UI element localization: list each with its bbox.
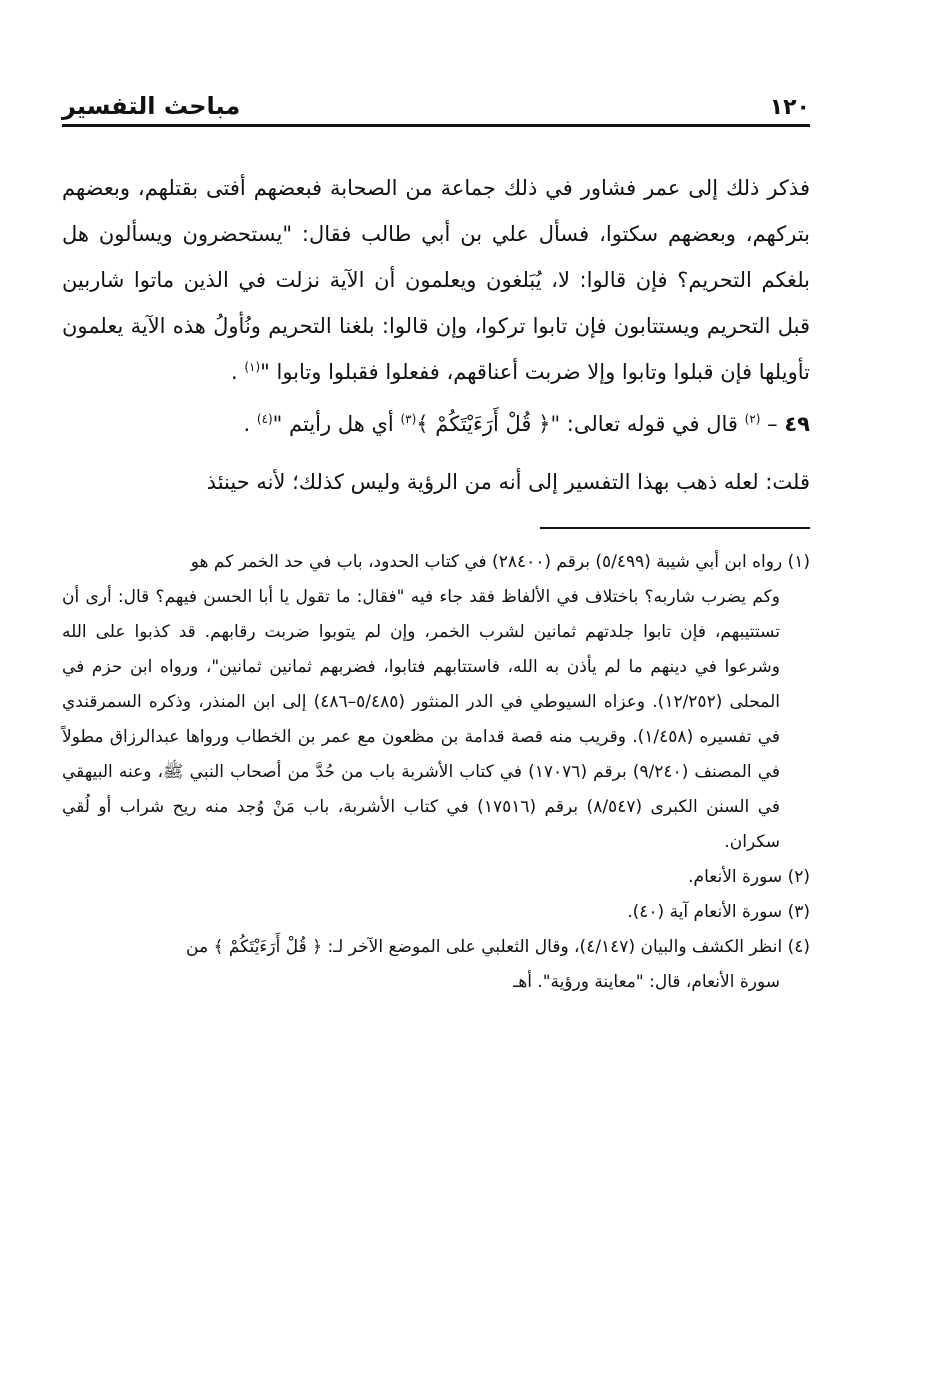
running-title: مباحث التفسير [62, 92, 241, 120]
footnote-number: (١) [787, 552, 810, 572]
footnote-number: (٢) [787, 867, 810, 887]
comment-paragraph: قلت: لعله ذهب بهذا التفسير إلى أنه من الرؤية وليس كذلك؛ لأنه حينئذ [206, 470, 810, 494]
footnote-1-continuation: وكم يضرب شاربه؟ باختلاف في الألفاظ فقد جاء فيه "فقال: ما تقول يا أبا الحسن فيهم؟ قال: أرى أن تستتيبهم، فإن تابوا جلدتهم ثمانين لشرب الخمر، وإن لم يتوبوا ضربت رقابهم. قد كذبوا على الله وشرعوا في دينهم ما لم يأذن به الله، فاستتابهم فتابوا، فضربهم ثمانين ثمانين"، ورواه ابن حزم في المحلى (١٢/٢٥٢). وعزاه السيوطي في الدر المنثور (٥/٤٨٥–٤٨٦) إلى ابن المنذر، وذكره السمرقندي في تفسيره (١/٤٥٨). وقريب منه قصة قدامة بن مظعون مع عمر بن الخطاب ورواها عبدالرزاق مطولاً في المصنف (٩/٢٤٠) برقم (١٧٠٧٦) في كتاب الأشربة باب من حُدَّ من أصحاب النبي ﷺ، وعنه البيهقي في السنن الكبرى (٨/٥٤٧) برقم (١٧٥١٦) في كتاب الأشربة، باب مَنْ وُجد منه ريح شراب أو لُقي سكران. [62, 587, 781, 852]
entry-line [62, 401, 810, 447]
footnote-text: انظر الكشف والبيان (٤/١٤٧)، وقال الثعلبي على الموضع الآخر لـ: ﴿ قُلْ أَرَءَيْتَكُمْ ﴾ من [186, 937, 783, 957]
footnote-4-continuation: سورة الأنعام، قال: "معاينة ورؤية". أهـ [513, 972, 780, 992]
footnote-text: سورة الأنعام. [688, 867, 783, 887]
entry-dash: – [767, 412, 778, 436]
paragraph-text: فذكر ذلك إلى عمر فشاور في ذلك جماعة من الصحابة فبعضهم أفتى بقتلهم، وبعضهم بتركهم، وبعضهم سكتوا، فسأل علي بن أبي طالب فقال: "يستحضرون ويسألون هل بلغكم التحريم؟ فإن قالوا: لا، يُبَلغون ويعلمون أن الآية نزلت في الذين ماتوا شاربين قبل التحريم ويستتابون فإن تابوا تركوا، وإن قالوا: بلغنا التحريم ونُأولُ هذه الآية يعلمون تأويلها فإن قبلوا وتابوا وإلا ضربت أعناقهم، ففعلوا فقبلوا وتابوا " [62, 176, 810, 384]
footnote-text: سورة الأنعام آية (٤٠). [627, 902, 783, 922]
book-page [62, 80, 810, 1000]
footnote-divider [540, 527, 810, 529]
footnote-2 [62, 860, 810, 895]
footnote-text: رواه ابن أبي شيبة (٥/٤٩٩) برقم (٢٨٤٠٠) في كتاب الحدود، باب في حد الخمر كم هو [190, 552, 783, 572]
paragraph [62, 165, 810, 395]
entry-explanation: أي هل رأيتم " [272, 412, 394, 436]
entry-end: . [243, 412, 251, 436]
entry-text: قال في قوله تعالى: [566, 412, 738, 436]
entry-number: ٤٩ [784, 412, 810, 436]
footnote-1 [62, 545, 810, 580]
running-header [62, 80, 810, 127]
footnote-number: (٣) [787, 902, 810, 922]
paragraph-end: . [230, 360, 238, 384]
footnote-number: (٤) [787, 937, 810, 957]
footnote-ref: (٢) [744, 412, 761, 426]
footnote-4 [62, 930, 810, 965]
page-number: ١٢٠ [769, 95, 810, 120]
footnote-ref: (٣) [400, 412, 417, 426]
footnote-ref: (٤) [256, 412, 273, 426]
main-text [62, 165, 810, 505]
quran-quote: "﴿ قُلْ أَرَءَيْتَكُمْ ﴾ [416, 412, 561, 436]
footnotes [62, 545, 810, 1000]
footnote-ref: (١) [244, 360, 261, 374]
footnote-3 [62, 895, 810, 930]
